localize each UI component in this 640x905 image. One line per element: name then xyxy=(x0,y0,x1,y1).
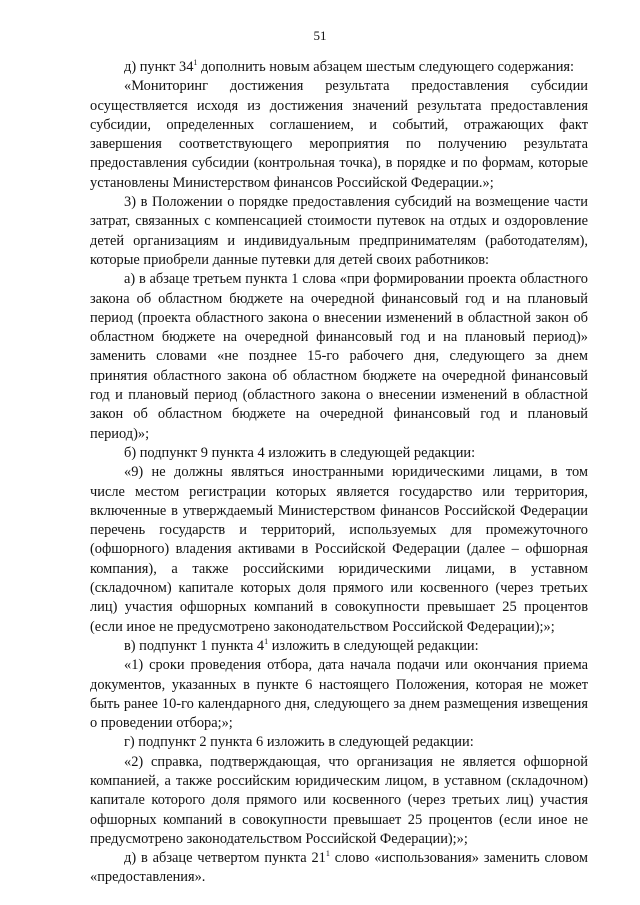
paragraph: в) подпункт 1 пункта $4^1$ изложить в следующей редакции: xyxy=(124,637,479,654)
paragraph: «2) справка, подтверждающая, что организация не является офшорной компанией, а также российским юридическим лицом, в уставном (складочном) капитале которого доля прямого или косвенного (через третьих лиц) участия офшорных компаний в совокупности превышает 25 процентов (если иное не предусмотрено законодательством Российской Федерации);»; xyxy=(90,753,588,847)
document-body xyxy=(90,58,588,888)
paragraph: г) подпункт 2 пункта 6 изложить в следующей редакции: xyxy=(124,734,474,751)
paragraph: б) подпункт 9 пункта 4 изложить в следующей редакции: xyxy=(124,444,476,461)
page-number: 51 xyxy=(313,28,327,43)
paragraph: «Мониторинг достижения результата предоставления субсидии осуществляется исходя из достижения значений результата предоставления субсидии, определенных соглашением, и событий, отражающих факт завершения соответствующего мероприятия по получению результата предоставления субсидии (контрольная точка), в порядке и по формам, которые установлены Министерством финансов Российской Федерации.»; xyxy=(90,78,588,191)
paragraph: 3) в Положении о порядке предоставления субсидий на возмещение части затрат, связанных с компенсацией стоимости путевок на отдых и оздоровление детей организациям и индивидуальным предпринимателям (работодателям), которые приобрели данные путевки для детей своих работников: xyxy=(90,194,588,268)
paragraph: а) в абзаце третьем пункта 1 слова «при формировании проекта областного закона об областном бюджете на очередной финансовый год и на плановый период (проекта областного закона о внесении изменений в областной закон об областном бюджете на очередной финансовый год и на плановый период)» заменить словами «не позднее 15-го рабочего дня, следующего за днем принятия областного закона об областном бюджете на очередной финансовый год и плановый период (областного закона о внесении изменений в областной закон об областном бюджете на очередной финансовый год и плановый период)»; xyxy=(90,271,588,442)
paragraph: «9) не должны являться иностранными юридическими лицами, в том числе местом регистрации которых является государство или территория, включенные в утверждаемый Министерством финансов Российской Федерации перечень государств и территорий, используемых для промежуточного (офшорного) владения активами в Российской Федерации (далее – офшорная компания), а также российскими юридическими лицами, в уставном (складочном) капитале которых доля прямого или косвенного (через третьих лиц) участия офшорных компаний в совокупности превышает 25 процентов (если иное не предусмотрено законодательством Российской Федерации);»; xyxy=(90,464,588,635)
paragraph: д) пункт $34^1$ дополнить новым абзацем шестым следующего содержания: xyxy=(124,58,575,75)
paragraph: «1) сроки проведения отбора, дата начала подачи или окончания приема документов, указанных в пункте 6 настоящего Положения, которая не может быть ранее 10-го календарного дня, следующего за днем размещения извещения о проведении отбора;»; xyxy=(90,657,588,732)
paragraph: д) в абзаце четвертом пункта $21^1$ слово «использования» заменить словом «предоставления». xyxy=(90,849,588,886)
